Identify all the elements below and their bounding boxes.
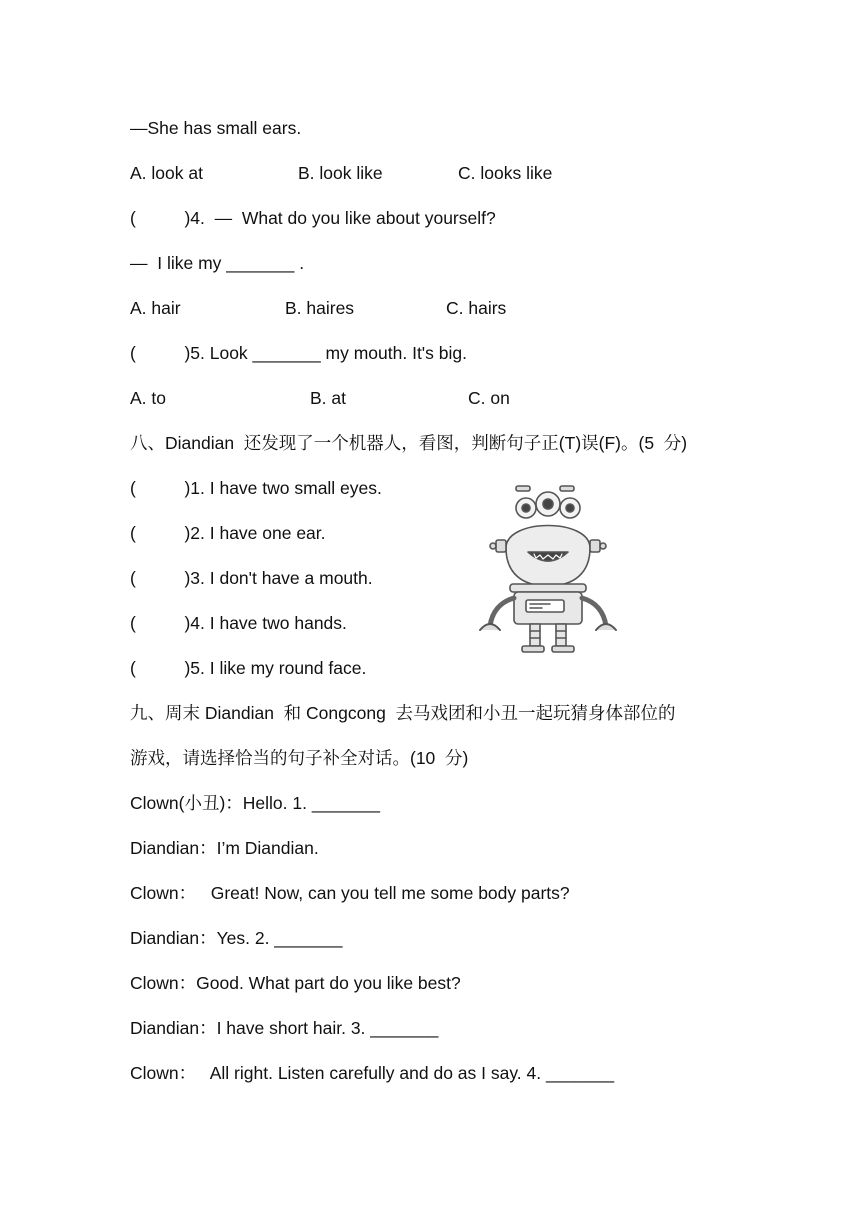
dialogue-line-5: Clown：Good. What part do you like best? [130,973,461,993]
dialogue-line-7: Clown： All right. Listen carefully and do as I say. 4. _______ [130,1063,615,1083]
q5-option-c: C. on [468,388,510,408]
robot-icon [470,478,626,658]
section8-item-2: ( )2. I have one ear. [130,523,326,543]
section9-heading-line2: 游戏，请选择恰当的句子补全对话。(10 分) [130,748,469,768]
q5-option-b: B. at [310,388,346,408]
dialogue-line-2: Diandian：I’m Diandian. [130,838,319,858]
q4-question: ( )4. — What do you like about yourself? [130,208,496,228]
dialogue-line-1: Clown(小丑)：Hello. 1. _______ [130,793,380,813]
dialogue-line-4: Diandian：Yes. 2. _______ [130,928,343,948]
q4-option-a: A. hair [130,298,181,318]
section9-heading-line1: 九、周末 Diandian 和 Congcong 去马戏团和小丑一起玩猜身体部位的 [130,703,676,723]
section8-heading: 八、Diandian 还发现了一个机器人，看图，判断句子正(T)误(F)。(5 分) [130,433,688,453]
dialogue-line-3: Clown： Great! Now, can you tell me some body parts? [130,883,570,903]
q4-option-b: B. haires [285,298,355,318]
section8-item-3: ( )3. I don't have a mouth. [130,568,373,588]
q3-option-b: B. look like [298,163,383,183]
section8-item-4: ( )4. I have two hands. [130,613,347,633]
dialogue-line-6: Diandian：I have short hair. 3. _______ [130,1018,439,1038]
q3-option-c: C. looks like [458,163,553,183]
q4-answer: — I like my _______ . [130,253,305,273]
section8-item-5: ( )5. I like my round face. [130,658,367,678]
q5-question: ( )5. Look _______ my mouth. It's big. [130,343,467,363]
q3-option-a: A. look at [130,163,203,183]
q3-answer: —She has small ears. [130,118,302,138]
q5-option-a: A. to [130,388,166,408]
section8-item-1: ( )1. I have two small eyes. [130,478,382,498]
q4-option-c: C. hairs [446,298,507,318]
